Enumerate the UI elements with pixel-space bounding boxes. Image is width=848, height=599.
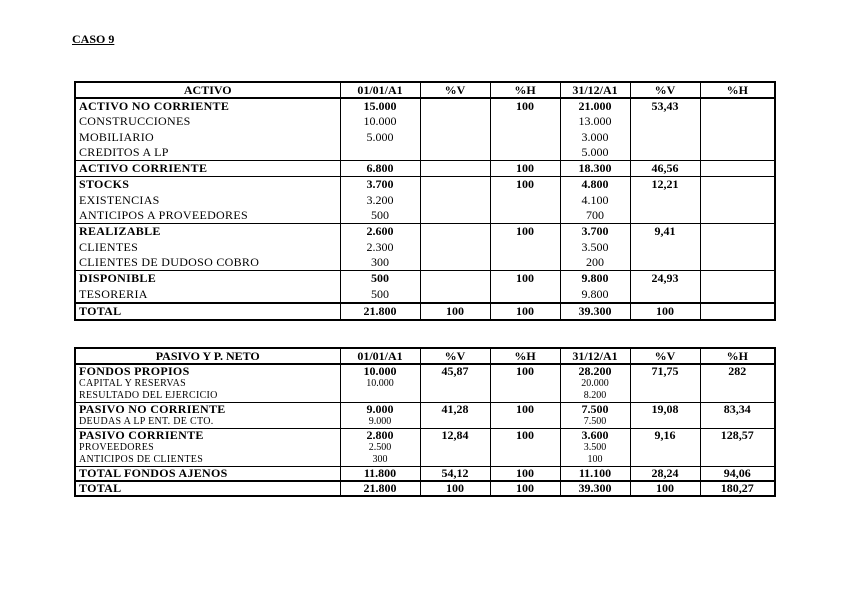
header-date-end: 31/12/A1 — [560, 82, 630, 98]
pct-h-start — [490, 416, 560, 429]
value-start: 6.800 — [340, 161, 420, 177]
pct-v-start — [420, 224, 490, 240]
pct-v-start — [420, 240, 490, 255]
pct-v-end: 100 — [630, 481, 700, 496]
header-pct-v-start: %V — [420, 82, 490, 98]
value-start: 10.000 — [340, 114, 420, 129]
value-end: 9.800 — [560, 271, 630, 287]
value-start: 15.000 — [340, 98, 420, 114]
pct-v-end — [630, 390, 700, 403]
pct-h-end — [700, 271, 775, 287]
row-label: EXISTENCIAS — [75, 193, 340, 208]
header-date-end: 31/12/A1 — [560, 348, 630, 364]
detail-row — [75, 255, 775, 271]
row-label: TESORERIA — [75, 287, 340, 303]
pct-v-start: 54,12 — [420, 467, 490, 482]
detail-row — [75, 287, 775, 303]
pct-h-end — [700, 145, 775, 161]
value-start: 21.800 — [340, 481, 420, 496]
header-activo: ACTIVO — [75, 82, 340, 98]
header-date-start: 01/01/A1 — [340, 82, 420, 98]
row-label: ACTIVO NO CORRIENTE — [75, 98, 340, 114]
value-end: 13.000 — [560, 114, 630, 129]
pct-v-end: 9,16 — [630, 429, 700, 443]
pct-v-start — [420, 454, 490, 467]
row-label: PASIVO NO CORRIENTE — [75, 403, 340, 417]
value-start: 3.200 — [340, 193, 420, 208]
value-start: 500 — [340, 208, 420, 224]
row-label: CONSTRUCCIONES — [75, 114, 340, 129]
pct-h-end: 128,57 — [700, 429, 775, 443]
value-end: 3.500 — [560, 240, 630, 255]
row-label: REALIZABLE — [75, 224, 340, 240]
value-end: 11.100 — [560, 467, 630, 482]
pct-v-start — [420, 98, 490, 114]
value-end: 7.500 — [560, 416, 630, 429]
value-end: 18.300 — [560, 161, 630, 177]
value-end: 4.100 — [560, 193, 630, 208]
detail-row — [75, 378, 775, 390]
pct-v-end — [630, 287, 700, 303]
pct-h-end — [700, 390, 775, 403]
row-label: ANTICIPOS A PROVEEDORES — [75, 208, 340, 224]
row-label: FONDOS PROPIOS — [75, 364, 340, 378]
row-label: PROVEEDORES — [75, 442, 340, 454]
value-end: 100 — [560, 454, 630, 467]
row-label: DEUDAS A LP ENT. DE CTO. — [75, 416, 340, 429]
pct-v-end — [630, 240, 700, 255]
value-start — [340, 390, 420, 403]
pct-v-start: 12,84 — [420, 429, 490, 443]
pct-h-end — [700, 416, 775, 429]
header-pct-v-end: %V — [630, 82, 700, 98]
pct-h-start: 100 — [490, 177, 560, 193]
pct-v-end: 28,24 — [630, 467, 700, 482]
pct-h-start — [490, 255, 560, 271]
value-start: 9.000 — [340, 416, 420, 429]
total-row — [75, 481, 775, 496]
pct-v-end — [630, 145, 700, 161]
pct-h-end — [700, 130, 775, 145]
value-end: 3.600 — [560, 429, 630, 443]
detail-row — [75, 442, 775, 454]
value-end: 20.000 — [560, 378, 630, 390]
pct-h-end — [700, 177, 775, 193]
pct-h-start — [490, 208, 560, 224]
group-row — [75, 161, 775, 177]
value-start: 9.000 — [340, 403, 420, 417]
pct-h-start: 100 — [490, 161, 560, 177]
detail-row — [75, 208, 775, 224]
value-start: 2.500 — [340, 442, 420, 454]
value-end: 7.500 — [560, 403, 630, 417]
detail-row — [75, 130, 775, 145]
pct-h-start: 100 — [490, 467, 560, 482]
value-start: 300 — [340, 454, 420, 467]
pct-v-end: 100 — [630, 303, 700, 320]
pct-v-start: 100 — [420, 303, 490, 320]
row-label: TOTAL — [75, 481, 340, 496]
pct-h-start: 100 — [490, 429, 560, 443]
header-pct-h-start: %H — [490, 348, 560, 364]
value-start: 5.000 — [340, 130, 420, 145]
group-row — [75, 467, 775, 482]
value-end: 8.200 — [560, 390, 630, 403]
row-label: CAPITAL Y RESERVAS — [75, 378, 340, 390]
value-start: 2.600 — [340, 224, 420, 240]
header-pasivo: PASIVO Y P. NETO — [75, 348, 340, 364]
row-label: RESULTADO DEL EJERCICIO — [75, 390, 340, 403]
pct-h-start: 100 — [490, 481, 560, 496]
pct-h-end — [700, 378, 775, 390]
pct-h-end — [700, 454, 775, 467]
pct-v-end — [630, 208, 700, 224]
row-label: STOCKS — [75, 177, 340, 193]
value-start: 500 — [340, 287, 420, 303]
pct-v-start — [420, 378, 490, 390]
pct-v-end — [630, 193, 700, 208]
pct-h-start — [490, 193, 560, 208]
group-row — [75, 224, 775, 240]
row-label: ACTIVO CORRIENTE — [75, 161, 340, 177]
pct-v-start — [420, 390, 490, 403]
header-pct-h-end: %H — [700, 348, 775, 364]
pct-v-end: 71,75 — [630, 364, 700, 378]
group-row — [75, 271, 775, 287]
header-pct-v-end: %V — [630, 348, 700, 364]
pct-v-start — [420, 208, 490, 224]
group-row — [75, 364, 775, 378]
row-label: ANTICIPOS DE CLIENTES — [75, 454, 340, 467]
pct-v-end — [630, 378, 700, 390]
pct-h-start — [490, 390, 560, 403]
pct-v-start: 41,28 — [420, 403, 490, 417]
pct-h-start: 100 — [490, 224, 560, 240]
value-start: 3.700 — [340, 177, 420, 193]
pct-h-start — [490, 287, 560, 303]
detail-row — [75, 240, 775, 255]
pct-v-end — [630, 114, 700, 129]
value-start: 10.000 — [340, 378, 420, 390]
pct-h-end — [700, 287, 775, 303]
row-label: CLIENTES DE DUDOSO COBRO — [75, 255, 340, 271]
value-end: 4.800 — [560, 177, 630, 193]
pct-v-start — [420, 114, 490, 129]
pct-v-start — [420, 193, 490, 208]
value-start: 2.800 — [340, 429, 420, 443]
pct-h-end — [700, 114, 775, 129]
row-label: PASIVO CORRIENTE — [75, 429, 340, 443]
value-start: 300 — [340, 255, 420, 271]
value-end: 28.200 — [560, 364, 630, 378]
pct-v-start — [420, 161, 490, 177]
pct-h-start — [490, 130, 560, 145]
value-end: 5.000 — [560, 145, 630, 161]
pct-h-end — [700, 240, 775, 255]
pasivo-header-row — [75, 348, 775, 364]
value-start: 500 — [340, 271, 420, 287]
detail-row — [75, 416, 775, 429]
detail-row — [75, 193, 775, 208]
row-label: TOTAL — [75, 303, 340, 320]
pct-h-end — [700, 442, 775, 454]
detail-row — [75, 390, 775, 403]
pct-h-start — [490, 145, 560, 161]
pct-v-end — [630, 130, 700, 145]
value-end: 21.000 — [560, 98, 630, 114]
pct-v-start — [420, 442, 490, 454]
page-title: CASO 9 — [72, 32, 115, 46]
pct-h-end — [700, 303, 775, 320]
pct-v-end — [630, 454, 700, 467]
pct-v-end: 12,21 — [630, 177, 700, 193]
pct-h-end: 94,06 — [700, 467, 775, 482]
value-end: 700 — [560, 208, 630, 224]
pct-v-start — [420, 130, 490, 145]
pct-v-end: 53,43 — [630, 98, 700, 114]
pct-v-end: 24,93 — [630, 271, 700, 287]
pct-h-end — [700, 161, 775, 177]
pct-h-start — [490, 114, 560, 129]
pasivo-table — [74, 347, 776, 497]
value-start: 2.300 — [340, 240, 420, 255]
pct-v-end — [630, 416, 700, 429]
value-start: 10.000 — [340, 364, 420, 378]
pct-h-end — [700, 224, 775, 240]
pct-v-end: 9,41 — [630, 224, 700, 240]
detail-row — [75, 145, 775, 161]
row-label: TOTAL FONDOS AJENOS — [75, 467, 340, 482]
group-row — [75, 429, 775, 443]
pct-h-end — [700, 98, 775, 114]
header-pct-h-start: %H — [490, 82, 560, 98]
group-row — [75, 177, 775, 193]
header-date-start: 01/01/A1 — [340, 348, 420, 364]
pct-h-start — [490, 454, 560, 467]
row-label: CLIENTES — [75, 240, 340, 255]
pct-v-end — [630, 442, 700, 454]
pct-h-start: 100 — [490, 303, 560, 320]
pct-v-start — [420, 416, 490, 429]
pct-v-start — [420, 177, 490, 193]
pct-h-start: 100 — [490, 364, 560, 378]
value-end: 9.800 — [560, 287, 630, 303]
row-label: DISPONIBLE — [75, 271, 340, 287]
pct-h-start — [490, 240, 560, 255]
header-pct-v-start: %V — [420, 348, 490, 364]
header-pct-h-end: %H — [700, 82, 775, 98]
total-row — [75, 303, 775, 320]
value-end: 39.300 — [560, 481, 630, 496]
pct-v-start — [420, 287, 490, 303]
pct-h-end: 180,27 — [700, 481, 775, 496]
pct-h-end — [700, 255, 775, 271]
pct-h-start — [490, 378, 560, 390]
activo-header-row — [75, 82, 775, 98]
row-label: CREDITOS A LP — [75, 145, 340, 161]
pct-v-start — [420, 271, 490, 287]
pct-h-start: 100 — [490, 271, 560, 287]
pct-h-start — [490, 442, 560, 454]
pct-v-end — [630, 255, 700, 271]
value-end: 39.300 — [560, 303, 630, 320]
pct-v-start: 100 — [420, 481, 490, 496]
pct-h-end: 83,34 — [700, 403, 775, 417]
pct-v-end: 46,56 — [630, 161, 700, 177]
value-start: 21.800 — [340, 303, 420, 320]
pct-h-end: 282 — [700, 364, 775, 378]
value-end: 200 — [560, 255, 630, 271]
pct-v-start — [420, 255, 490, 271]
pct-h-start: 100 — [490, 403, 560, 417]
pct-v-start — [420, 145, 490, 161]
group-row — [75, 403, 775, 417]
detail-row — [75, 114, 775, 129]
pct-v-end: 19,08 — [630, 403, 700, 417]
pct-h-end — [700, 208, 775, 224]
row-label: MOBILIARIO — [75, 130, 340, 145]
value-end: 3.500 — [560, 442, 630, 454]
value-end: 3.700 — [560, 224, 630, 240]
value-end: 3.000 — [560, 130, 630, 145]
value-start: 11.800 — [340, 467, 420, 482]
pct-h-start: 100 — [490, 98, 560, 114]
group-row — [75, 98, 775, 114]
value-start — [340, 145, 420, 161]
detail-row — [75, 454, 775, 467]
activo-table — [74, 81, 776, 321]
pct-h-end — [700, 193, 775, 208]
pct-v-start: 45,87 — [420, 364, 490, 378]
